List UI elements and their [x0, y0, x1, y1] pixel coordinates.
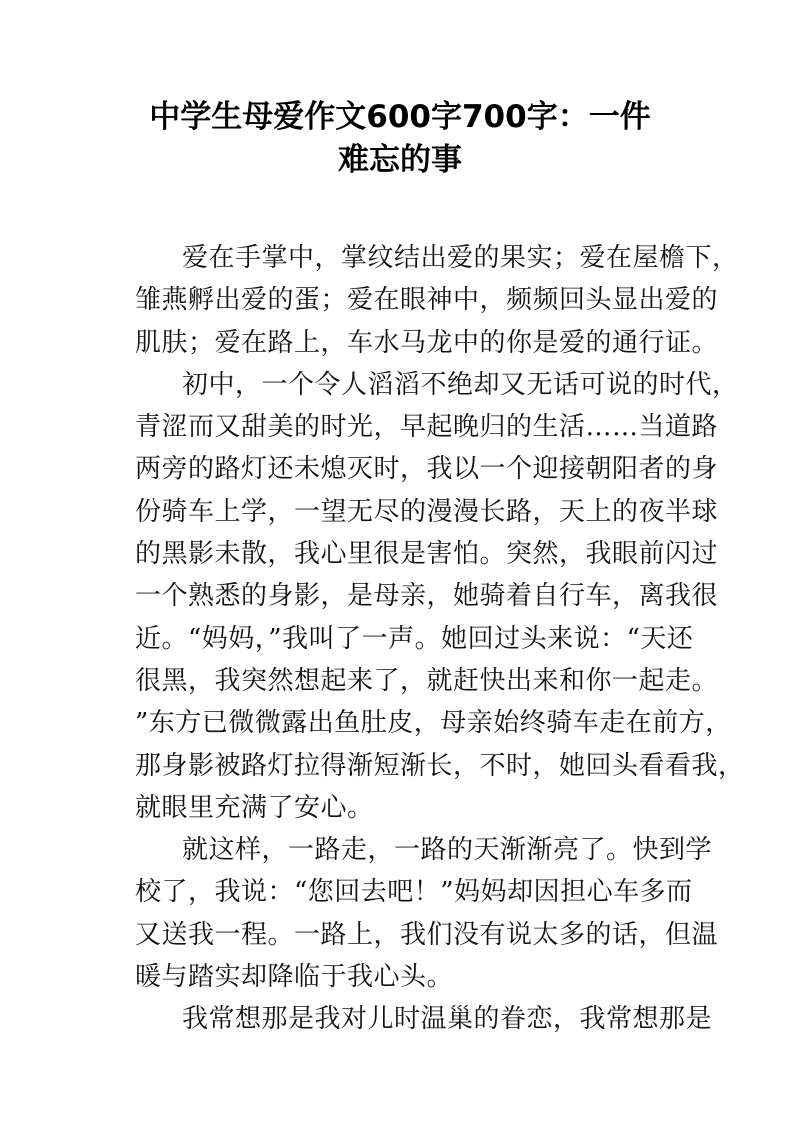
paragraph — [135, 237, 739, 364]
document-body — [135, 237, 745, 1041]
text-line: 我常想那是我对儿时温巢的眷恋，我常想那是 — [182, 1004, 713, 1035]
text-line: 就这样，一路走，一路的天渐渐亮了。快到学 — [182, 835, 713, 866]
text-line: 暖与踏实却降临于我心头。 — [135, 962, 454, 993]
paragraph — [135, 364, 745, 829]
title-line: 中学生母爱作文600字700字：一件 — [149, 99, 651, 135]
text-line: 爱在手掌中，掌纹结出爱的果实；爱在屋檐下， — [182, 243, 739, 273]
text-line: 就眼里充满了安心。 — [135, 792, 374, 823]
text-line: ”东方已微微露出鱼肚皮，母亲始终骑车走在前方， — [135, 708, 732, 739]
text-line: 青涩而又甜美的时光，早起晚归的生活……当道路 — [135, 412, 719, 443]
text-line: 那身影被路灯拉得渐短渐长，不时，她回头看看我， — [135, 750, 745, 781]
text-line: 很黑，我突然想起来了，就赶快出来和你一起走。 — [135, 665, 719, 696]
text-line: 初中，一个令人滔滔不绝却又无话可说的时代， — [182, 369, 739, 400]
text-line: 的黑影未散，我心里很是害怕。突然，我眼前闪过 — [135, 539, 719, 570]
text-line: 两旁的路灯还未熄灭时，我以一个迎接朝阳者的身 — [135, 454, 719, 485]
document-title — [0, 96, 800, 182]
text-line: 肌肤；爱在路上，车水马龙中的你是爱的通行证。 — [135, 327, 719, 358]
text-line: 雏燕孵出爱的蛋；爱在眼神中，频频回头显出爱的 — [135, 285, 719, 316]
paragraph — [135, 829, 719, 998]
text-line: 近。“妈妈，”我叫了一声。她回过头来说：“天还 — [135, 623, 694, 654]
paragraph — [135, 998, 713, 1040]
text-line: 一个熟悉的身影，是母亲，她骑着自行车，离我很 — [135, 581, 719, 612]
text-line: 校了，我说：“您回去吧！”妈妈却因担心车多而 — [135, 877, 693, 908]
text-line: 份骑车上学，一望无尽的漫漫长路，天上的夜半球 — [135, 496, 719, 527]
text-line: 又送我一程。一路上，我们没有说太多的话，但温 — [135, 919, 719, 950]
title-line: 难忘的事 — [338, 142, 462, 178]
